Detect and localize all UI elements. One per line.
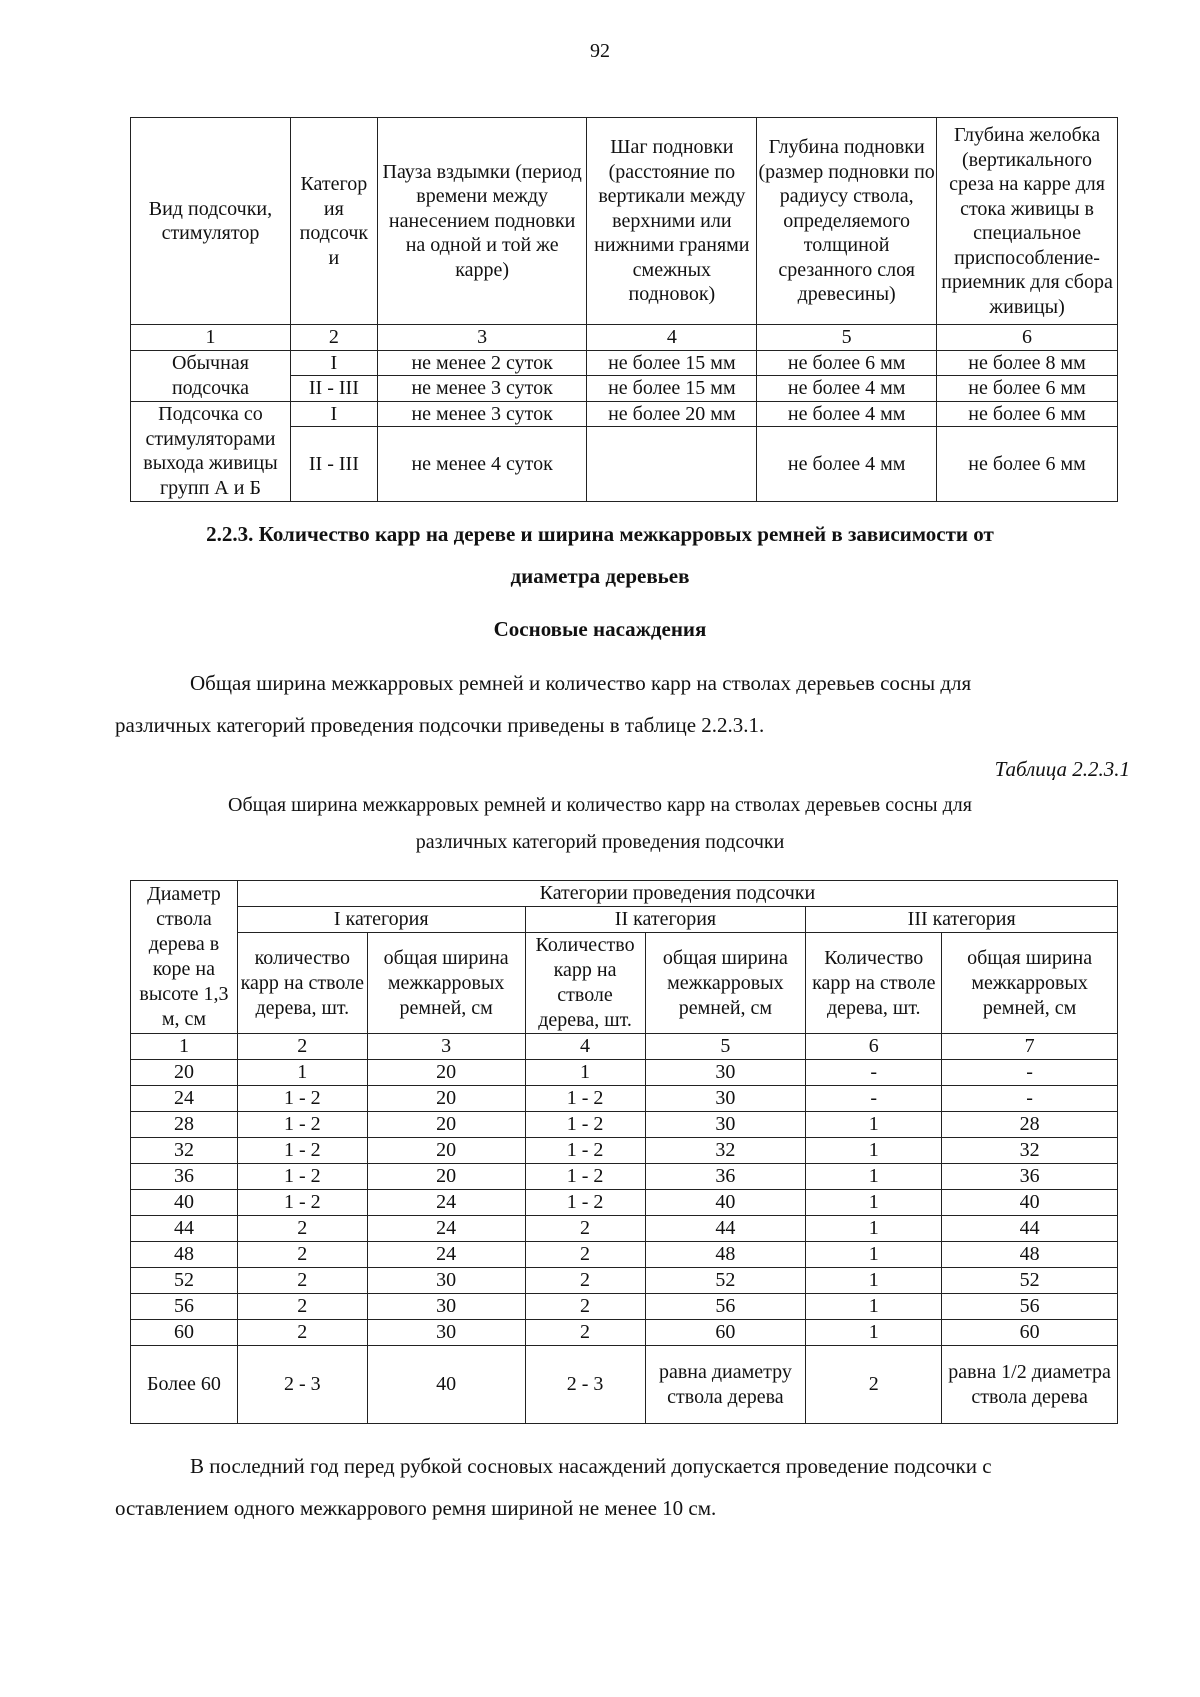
table-row [131, 1294, 1118, 1320]
header-cell: I категория [237, 907, 525, 933]
table-cell: 56 [131, 1294, 238, 1320]
header-cell: Категор ия подсочк и [290, 118, 377, 325]
table-cell: 20 [367, 1112, 525, 1138]
table-cell: 1 - 2 [525, 1112, 645, 1138]
table-row [131, 1268, 1118, 1294]
table-cell: 60 [131, 1320, 238, 1346]
table-row [131, 1346, 1118, 1424]
table-cell: 28 [131, 1112, 238, 1138]
header-cell: Пауза вздымки (период времени между нанесением подновки на одной и той же карре) [377, 118, 587, 325]
number-cell: 3 [367, 1034, 525, 1060]
table-cell: 1 - 2 [525, 1190, 645, 1216]
header-cell: количество карр на стволе дерева, шт. [237, 933, 367, 1034]
table-row [131, 1086, 1118, 1112]
table-cell: 2 [806, 1346, 942, 1424]
header-cell: общая ширина межкарровых ремней, см [942, 933, 1118, 1034]
table-cell: 2 [237, 1268, 367, 1294]
table-cell: 56 [942, 1294, 1118, 1320]
number-cell: 4 [587, 325, 757, 351]
table-header-row [131, 907, 1118, 933]
table-cell: не менее 3 суток [377, 376, 587, 402]
closing-paragraph [115, 1445, 1131, 1529]
table-cell: 44 [942, 1216, 1118, 1242]
table-cell: II - III [290, 427, 377, 502]
table-row [131, 1164, 1118, 1190]
table-cell: 1 [806, 1138, 942, 1164]
table-cell: 2 [525, 1294, 645, 1320]
table-cell: I [290, 401, 377, 427]
table-cell: не более 4 мм [757, 376, 937, 402]
table-row [131, 1190, 1118, 1216]
header-cell: Количество карр на стволе дерева, шт. [806, 933, 942, 1034]
table-cell: 1 - 2 [237, 1086, 367, 1112]
table-cell: 20 [367, 1060, 525, 1086]
table-cell: 1 [806, 1320, 942, 1346]
header-cell: III категория [806, 907, 1118, 933]
table-cell: 60 [645, 1320, 806, 1346]
table-cell: 32 [942, 1138, 1118, 1164]
table-cell: 20 [367, 1086, 525, 1112]
table-cell: 30 [367, 1294, 525, 1320]
table-cell: 56 [645, 1294, 806, 1320]
table-cell: 1 - 2 [237, 1138, 367, 1164]
table-row [131, 1112, 1118, 1138]
table-cell: 32 [645, 1138, 806, 1164]
table-cell: 1 [806, 1294, 942, 1320]
number-cell: 6 [937, 325, 1118, 351]
header-cell: Глубина желобка (вертикального среза на карре для стока живицы в специальное приспособление-приемник для сбора живицы) [937, 118, 1118, 325]
table-row [131, 1216, 1118, 1242]
table-cell: 24 [131, 1086, 238, 1112]
header-cell: Диаметр ствола дерева в коре на высоте 1,3 м, см [131, 881, 238, 1034]
table-cell: 36 [645, 1164, 806, 1190]
table-cell: 2 [237, 1216, 367, 1242]
paragraph-line: В последний год перед рубкой сосновых насаждений допускается проведение подсочки с [190, 1454, 992, 1478]
table-cell: не более 20 мм [587, 401, 757, 427]
table-row [131, 401, 1118, 427]
table-cell: 1 [806, 1164, 942, 1190]
paragraph-line: оставлением одного межкаррового ремня шириной не менее 10 см. [115, 1496, 717, 1520]
table-cell: 2 [525, 1268, 645, 1294]
table-cell: не более 8 мм [937, 350, 1118, 376]
section-subheading: Сосновые насаждения [493, 617, 707, 641]
header-cell: Глубина подновки (размер подновки по радиусу ствола, определяемого толщиной срезанного слоя древесины) [757, 118, 937, 325]
table-cell: 30 [645, 1086, 806, 1112]
table-cell: 1 [806, 1242, 942, 1268]
table-row [131, 350, 1118, 376]
table-cell: 20 [367, 1138, 525, 1164]
table-cell: 2 [525, 1216, 645, 1242]
number-cell: 4 [525, 1034, 645, 1060]
table-cell: 52 [645, 1268, 806, 1294]
number-cell: 6 [806, 1034, 942, 1060]
table-cell: 30 [367, 1268, 525, 1294]
table-cell: 1 [806, 1268, 942, 1294]
group-label-cell: Обычная подсочка [131, 350, 291, 401]
number-cell: 7 [942, 1034, 1118, 1060]
table-cell: 1 [237, 1060, 367, 1086]
table-cell: 40 [942, 1190, 1118, 1216]
table-cell: 40 [131, 1190, 238, 1216]
table-cell: не более 4 мм [757, 401, 937, 427]
table-cell: 40 [367, 1346, 525, 1424]
number-cell: 2 [237, 1034, 367, 1060]
table-cell: 2 [237, 1320, 367, 1346]
table-cell: 44 [645, 1216, 806, 1242]
table-cell: не менее 2 суток [377, 350, 587, 376]
table-cell: 1 - 2 [237, 1112, 367, 1138]
table-cell: 1 - 2 [237, 1190, 367, 1216]
table-cell: - [942, 1086, 1118, 1112]
table-cell: 1 [806, 1216, 942, 1242]
header-cell: Вид подсочки, стимулятор [131, 118, 291, 325]
table-cell: не более 6 мм [757, 350, 937, 376]
table-caption-continued: различных категорий проведения подсочки [415, 831, 785, 853]
section-heading-continued: диаметра деревьев [510, 564, 690, 588]
table-cell: 48 [942, 1242, 1118, 1268]
table-cell: 2 [237, 1242, 367, 1268]
table-cell: равна диаметру ствола дерева [645, 1346, 806, 1424]
table-cell: II - III [290, 376, 377, 402]
number-cell: 5 [645, 1034, 806, 1060]
table-cell: не более 6 мм [937, 427, 1118, 502]
table-cell: - [806, 1086, 942, 1112]
table-caption: Общая ширина межкарровых ремней и количество карр на стволах деревьев сосны для [228, 794, 972, 816]
header-cell: II категория [525, 907, 806, 933]
table-cell: 40 [645, 1190, 806, 1216]
table-cell: не более 4 мм [757, 427, 937, 502]
table-cell [587, 427, 757, 502]
table-cell: не более 6 мм [937, 401, 1118, 427]
section-heading: 2.2.3. Количество карр на дереве и ширина межкарровых ремней в зависимости от [206, 522, 994, 546]
table-cell: 48 [645, 1242, 806, 1268]
table-cell: 1 - 2 [525, 1138, 645, 1164]
table-cell: 52 [131, 1268, 238, 1294]
table-cell: 1 - 2 [237, 1164, 367, 1190]
group-label-cell: Подсочка со стимуляторами выхода живицы групп А и Б [131, 401, 291, 502]
table-row [131, 1060, 1118, 1086]
table-cell: Более 60 [131, 1346, 238, 1424]
table-cell: 28 [942, 1112, 1118, 1138]
header-cell: Количество карр на стволе дерева, шт. [525, 933, 645, 1034]
table-header-row [131, 933, 1118, 1034]
carre-count-table [130, 880, 1118, 1424]
table-cell: не менее 4 суток [377, 427, 587, 502]
table-cell: 2 [525, 1320, 645, 1346]
paragraph-line: Общая ширина межкарровых ремней и количество карр на стволах деревьев сосны для [190, 671, 972, 695]
paragraph-line: различных категорий проведения подсочки приведены в таблице 2.2.3.1. [115, 713, 765, 737]
table-cell: 32 [131, 1138, 238, 1164]
table-cell: 2 [525, 1242, 645, 1268]
number-cell: 1 [131, 325, 291, 351]
table-cell: 44 [131, 1216, 238, 1242]
table-cell: 1 [525, 1060, 645, 1086]
page-number: 92 [590, 40, 610, 62]
table-label: Таблица 2.2.3.1 [994, 757, 1130, 781]
table-cell: 48 [131, 1242, 238, 1268]
table-cell: 20 [131, 1060, 238, 1086]
table-body [131, 1060, 1118, 1424]
table-cell: не более 15 мм [587, 376, 757, 402]
table-cell: 24 [367, 1242, 525, 1268]
number-cell: 5 [757, 325, 937, 351]
table-header-row [131, 118, 1118, 325]
table-cell: не более 15 мм [587, 350, 757, 376]
table-cell: 30 [645, 1112, 806, 1138]
column-number-row [131, 1034, 1118, 1060]
table-cell: равна 1/2 диаметра ствола дерева [942, 1346, 1118, 1424]
table-cell: 1 [806, 1190, 942, 1216]
table-cell: 1 - 2 [525, 1086, 645, 1112]
number-cell: 2 [290, 325, 377, 351]
table-cell: 2 - 3 [237, 1346, 367, 1424]
table-cell: 1 - 2 [525, 1164, 645, 1190]
header-cell: Категории проведения подсочки [237, 881, 1117, 907]
table-row [131, 1320, 1118, 1346]
header-cell: общая ширина межкарровых ремней, см [645, 933, 806, 1034]
table-cell: не более 6 мм [937, 376, 1118, 402]
table-cell: 2 [237, 1294, 367, 1320]
table-cell: 36 [942, 1164, 1118, 1190]
column-number-row [131, 325, 1118, 351]
table-cell: 24 [367, 1216, 525, 1242]
table-header-row [131, 881, 1118, 907]
header-cell: Шаг подновки (расстояние по вертикали между верхними или нижними гранями смежных подновок) [587, 118, 757, 325]
table-cell: 52 [942, 1268, 1118, 1294]
table-row [131, 1138, 1118, 1164]
table-cell: - [806, 1060, 942, 1086]
table-row [131, 1242, 1118, 1268]
number-cell: 1 [131, 1034, 238, 1060]
table-cell: 36 [131, 1164, 238, 1190]
intro-paragraph [115, 662, 1131, 746]
table-cell: 2 - 3 [525, 1346, 645, 1424]
table-cell: 30 [367, 1320, 525, 1346]
table-cell: 24 [367, 1190, 525, 1216]
table-cell: 1 [806, 1112, 942, 1138]
number-cell: 3 [377, 325, 587, 351]
table-cell: - [942, 1060, 1118, 1086]
table-cell: не менее 3 суток [377, 401, 587, 427]
table-cell: 30 [645, 1060, 806, 1086]
table-cell: 60 [942, 1320, 1118, 1346]
header-cell: общая ширина межкарровых ремней, см [367, 933, 525, 1034]
tapping-parameters-table [130, 117, 1118, 502]
table-cell: I [290, 350, 377, 376]
table-cell: 20 [367, 1164, 525, 1190]
